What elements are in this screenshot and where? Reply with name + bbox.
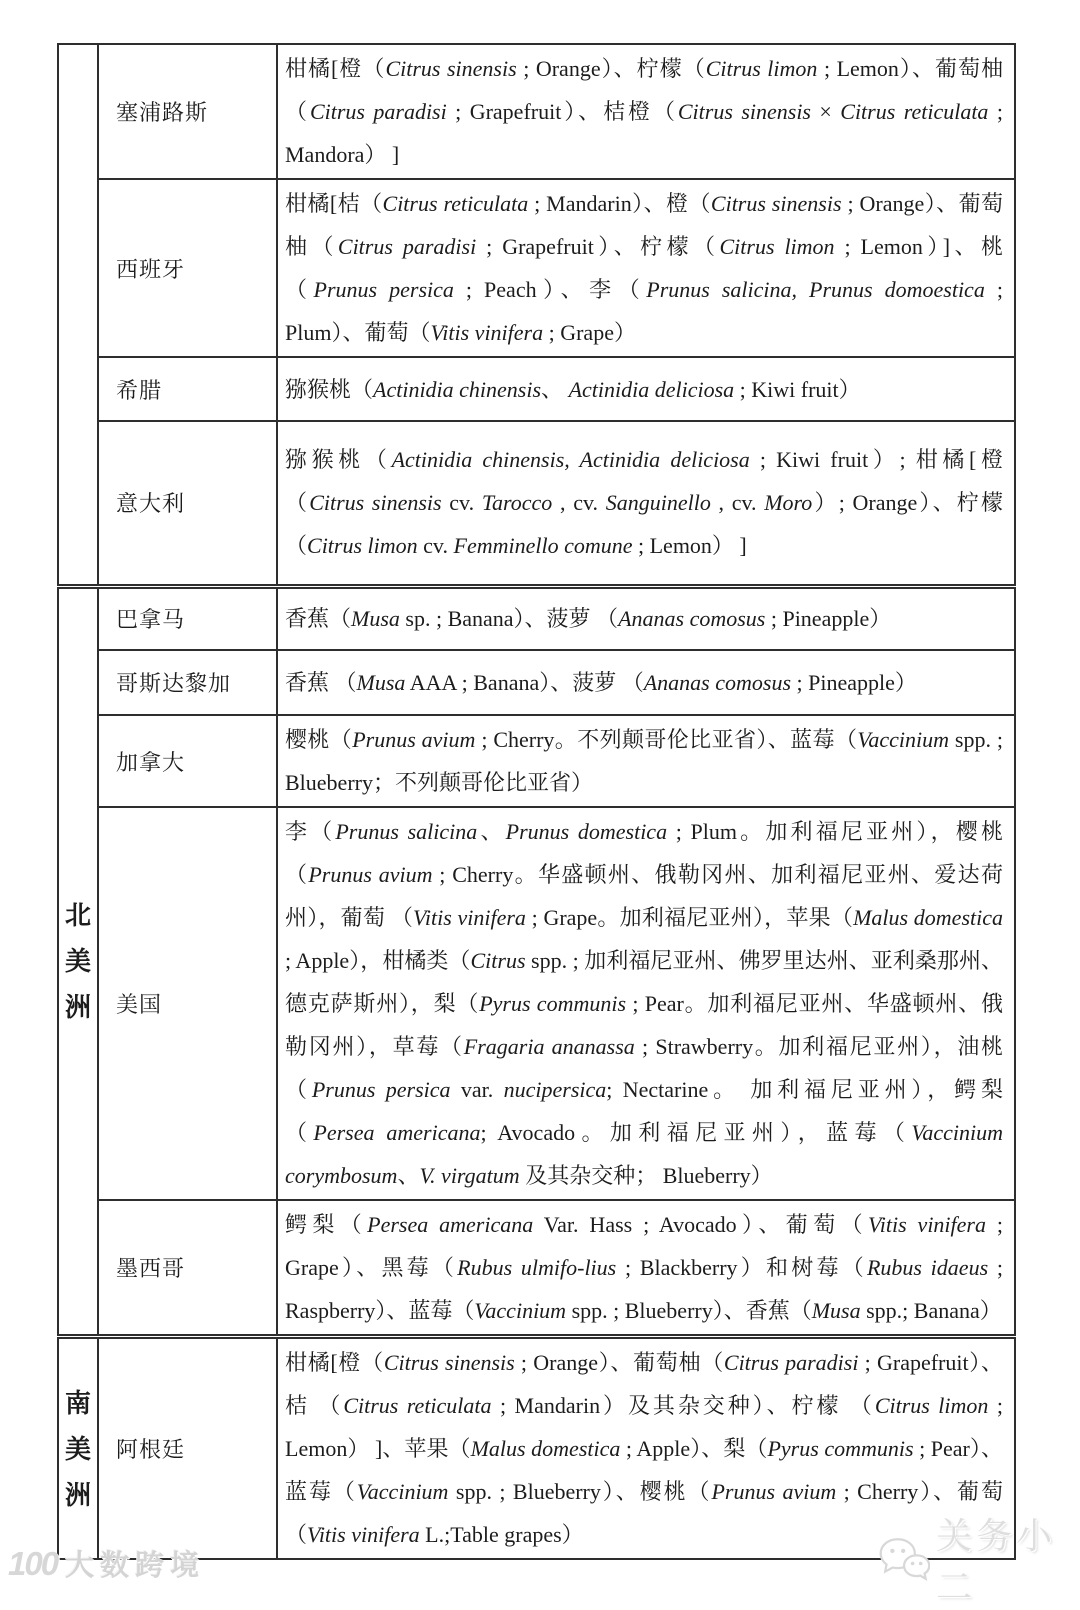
fruit-text: ; Grape）、黑莓（: [285, 1212, 1003, 1280]
latin-species-name: Prunus avium: [711, 1479, 837, 1504]
fruit-text: 柑橘[橙（: [285, 56, 386, 81]
latin-species-name: Citrus limon: [874, 1393, 989, 1418]
country-cell: 墨西哥: [98, 1200, 277, 1337]
fruit-list-cell: [277, 421, 1015, 586]
fruit-text: ; Pineapple）: [791, 670, 917, 695]
country-cell: 意大利: [98, 421, 277, 586]
region-char: 美: [64, 1433, 91, 1464]
latin-species-name: Vaccinium: [474, 1298, 567, 1323]
table-row: [58, 179, 1015, 357]
fruit-text: 李（: [285, 819, 336, 844]
fruit-list-cell: [277, 715, 1015, 807]
fruit-text: ; Pear。加利福尼亚州、华盛顿州、俄勒冈州），草莓（: [285, 991, 1003, 1059]
fruit-text: var.: [450, 1077, 504, 1102]
fruit-list-cell: [277, 357, 1015, 421]
fruit-text: 香蕉（: [285, 606, 352, 632]
fruit-text: L.;Table grapes）: [419, 1522, 584, 1547]
latin-species-name: Citrus sinensis: [385, 56, 517, 81]
fruit-text: ; Pear）、蓝莓（: [285, 1436, 1003, 1504]
table-row: [58, 44, 1015, 179]
fruit-text: ; Peach）、李（: [453, 277, 647, 302]
fruit-list-cell: [277, 1200, 1015, 1337]
fruit-list-cell: [277, 650, 1015, 715]
fruit-table-body: [58, 44, 1015, 1559]
latin-species-name: Citrus sinensis: [710, 191, 842, 216]
latin-species-name: Citrus reticulata: [840, 99, 989, 124]
latin-species-name: Ananas comosus: [618, 606, 766, 632]
latin-species-name: Moro: [764, 490, 813, 516]
fruit-text: spp.; Banana）: [860, 1298, 1002, 1323]
table-row: [58, 807, 1015, 1200]
fruit-text: spp. ; Blueberry）、香蕉（: [566, 1298, 812, 1323]
latin-species-name: Citrus paradisi: [309, 99, 447, 124]
fruit-text: , cv.: [710, 490, 765, 516]
fruit-text: ; Lemon） ]: [632, 533, 747, 559]
latin-species-name: Vaccinium: [857, 727, 950, 752]
latin-species-name: Vitis vinifera: [867, 1212, 986, 1237]
fruit-text: 香蕉 （: [285, 670, 357, 695]
fruit-text: ; Grapefruit）、桔 （: [285, 1350, 1004, 1418]
latin-species-name: Actinidia chinensis, Actinidia deliciosa: [391, 447, 750, 473]
fruit-text: ; Orange）、葡萄柚（: [285, 191, 1004, 259]
region-char: 洲: [64, 992, 91, 1023]
fruit-text: ; Mandarin）、橙（: [528, 191, 711, 216]
latin-species-name: V. virgatum: [419, 1163, 520, 1188]
fruit-list-cell: [277, 179, 1015, 357]
latin-species-name: Prunus persica: [311, 1077, 451, 1102]
latin-species-name: Prunus persica: [313, 277, 454, 302]
latin-species-name: Persea americana: [367, 1212, 534, 1237]
fruit-text: 及其杂交种； Blueberry）: [519, 1163, 773, 1188]
latin-species-name: Vitis vinifera: [430, 320, 544, 345]
fruit-text: 柑橘[橙（: [285, 1350, 384, 1375]
country-cell: 塞浦路斯: [98, 44, 277, 179]
fruit-text: ; Grape。加利福尼亚州），苹果（: [525, 905, 854, 930]
latin-species-name: Fragaria ananassa: [463, 1034, 635, 1059]
region-char: 洲: [64, 1479, 91, 1510]
fruit-text: ; Mandarin）及其杂交种）、柠檬 （: [491, 1393, 875, 1418]
latin-species-name: Citrus: [470, 948, 526, 973]
latin-species-name: Citrus sinensis: [677, 99, 811, 124]
region-cell: [58, 44, 98, 586]
fruit-list-cell: [277, 807, 1015, 1200]
fruit-text: spp. ; Blueberry）、樱桃（: [448, 1479, 712, 1504]
fruit-text: cv.: [441, 490, 482, 516]
latin-species-name: Actinidia chinensis: [373, 376, 542, 402]
fruit-text: ; Lemon） ]、苹果（: [285, 1393, 1003, 1461]
country-cell: 阿根廷: [98, 1337, 277, 1560]
table-row: [58, 1337, 1015, 1560]
latin-species-name: Rubus idaeus: [866, 1255, 989, 1280]
fruit-text: ; Blackberry）和树莓（: [616, 1255, 867, 1280]
fruit-text: sp. ; Banana）、菠萝 （: [399, 606, 619, 632]
fruit-text: 、: [477, 819, 506, 844]
fruit-text: 、: [541, 376, 569, 402]
fruit-text: 、: [397, 1163, 420, 1188]
region-char: 美: [64, 946, 91, 977]
fruit-text: 猕猴桃（: [285, 447, 392, 473]
country-cell: 美国: [98, 807, 277, 1200]
fruit-text: 鳄梨（: [285, 1212, 368, 1237]
fruit-text: 柑橘[桔（: [285, 191, 383, 216]
fruit-text: ; Plum）、葡萄（: [285, 277, 1003, 345]
fruit-text: ; Grapefruit）、桔橙（: [446, 99, 678, 124]
region-cell: [58, 1337, 98, 1560]
region-char: 北: [64, 900, 91, 931]
watermark-guanwu-xiaoer: [878, 1508, 1080, 1610]
fruit-table: [57, 43, 1016, 1560]
country-cell: 巴拿马: [98, 586, 277, 650]
dashu-watermark-text: 大数跨境: [65, 1550, 206, 1582]
latin-species-name: Citrus sinensis: [309, 490, 442, 516]
country-cell: 希腊: [98, 357, 277, 421]
latin-species-name: Vaccinium corymbosum: [285, 1120, 1003, 1188]
fruit-text: ; Pineapple）: [765, 606, 892, 632]
latin-species-name: Citrus limon: [307, 533, 418, 559]
fruit-text: , cv.: [552, 490, 606, 516]
latin-species-name: Citrus limon: [719, 234, 835, 259]
latin-species-name: Musa: [356, 670, 406, 695]
fruit-text: ; Raspberry）、蓝莓（: [285, 1255, 1003, 1323]
fruit-text: ; Grapefruit）、柠檬（: [476, 234, 720, 259]
table-row: [58, 1200, 1015, 1337]
region-char: 南: [64, 1387, 91, 1418]
latin-species-name: Sanguinello: [605, 490, 711, 516]
latin-species-name: Ananas comosus: [643, 670, 792, 695]
fruit-text: ; Cherry。不列颠哥伦比亚省）、蓝莓（: [475, 727, 858, 752]
fruit-text: ; Orange）、柠檬（: [516, 56, 706, 81]
table-row: [58, 421, 1015, 586]
country-cell: 加拿大: [98, 715, 277, 807]
latin-species-name: nucipersica: [503, 1077, 607, 1102]
fruit-text: 樱桃（: [285, 727, 353, 752]
fruit-text: ）; Orange）、柠檬（: [285, 490, 1003, 559]
fruit-text: spp. ; Blueberry；不列颠哥伦比亚省）: [285, 727, 1003, 795]
fruit-text: ; Lemon）]、桃（: [285, 234, 1003, 302]
country-cell: 西班牙: [98, 179, 277, 357]
fruit-text: Var. Hass ; Avocado）、葡萄（: [533, 1212, 868, 1237]
fruit-text: ; Lemon）、葡萄柚 （: [285, 56, 1004, 124]
latin-species-name: Femminello comune: [453, 533, 633, 559]
fruit-text: ; Orange）、葡萄柚（: [514, 1350, 724, 1375]
table-row: [58, 357, 1015, 421]
fruit-text: ; Avocado。加利福尼亚州），蓝莓（: [480, 1120, 912, 1145]
fruit-text: 猕猴桃（: [285, 376, 374, 402]
latin-species-name: Malus domestica: [853, 905, 1004, 930]
fruit-text: ; Apple）、梨（: [620, 1436, 768, 1461]
latin-species-name: Prunus avium: [308, 862, 433, 887]
watermark-dashu-kuajing: [8, 1543, 205, 1584]
latin-species-name: Actinidia deliciosa: [568, 376, 735, 402]
dashu-100-logo-icon: 100: [8, 1544, 58, 1582]
fruit-text: ; Apple），柑橘类（: [285, 948, 471, 973]
latin-species-name: Tarocco: [481, 490, 553, 516]
latin-species-name: Citrus paradisi: [337, 234, 477, 259]
latin-species-name: Prunus salicina, Prunus domoestica: [646, 277, 985, 302]
latin-species-name: Persea americana: [313, 1120, 481, 1145]
latin-species-name: Prunus avium: [352, 727, 476, 752]
latin-species-name: Pyrus communis: [767, 1436, 914, 1461]
fruit-text: ; Kiwi fruit）; 柑橘[橙（: [285, 447, 1003, 516]
fruit-text: AAA ; Banana）、菠萝 （: [405, 670, 644, 695]
fruit-list-cell: [277, 44, 1015, 179]
country-cell: 哥斯达黎加: [98, 650, 277, 715]
chat-bubbles-icon: [878, 1533, 930, 1585]
guanwu-watermark-text: 关务小二: [936, 1515, 1057, 1607]
fruit-text: ; Cherry。华盛顿州、俄勒冈州、加利福尼亚州、爱达荷州），葡萄 （: [285, 862, 1003, 930]
fruit-text: spp. ; 加利福尼亚州、佛罗里达州、亚利桑那州、德克萨斯州），梨（: [285, 948, 1003, 1016]
latin-species-name: Malus domestica: [470, 1436, 621, 1461]
latin-species-name: Rubus ulmifo-lius: [457, 1255, 617, 1280]
fruit-text: ×: [811, 99, 841, 124]
latin-species-name: Vitis vinifera: [307, 1522, 420, 1547]
latin-species-name: Citrus reticulata: [343, 1393, 492, 1418]
table-row: [58, 715, 1015, 807]
fruit-text: ; Cherry）、葡萄（: [285, 1479, 1003, 1547]
latin-species-name: Vitis vinifera: [413, 905, 526, 930]
latin-species-name: Prunus domestica: [505, 819, 668, 844]
fruit-text: ; Kiwi fruit）: [734, 376, 861, 402]
latin-species-name: Citrus paradisi: [723, 1350, 859, 1375]
table-row: [58, 650, 1015, 715]
fruit-text: ; Mandora） ]: [285, 99, 1003, 167]
table-row: [58, 586, 1015, 650]
latin-species-name: Citrus reticulata: [382, 191, 529, 216]
latin-species-name: Vaccinium: [356, 1479, 449, 1504]
fruit-list-cell: [277, 586, 1015, 650]
latin-species-name: Pyrus communis: [479, 991, 627, 1016]
fruit-text: cv.: [417, 533, 454, 559]
latin-species-name: Prunus salicina: [335, 819, 478, 844]
fruit-text: ; Strawberry。加利福尼亚州），油桃（: [285, 1034, 1004, 1102]
fruit-text: ; Grape）: [543, 320, 636, 345]
latin-species-name: Citrus limon: [705, 56, 818, 81]
latin-species-name: Musa: [351, 606, 400, 632]
fruit-text: ; Plum。加利福尼亚州），樱桃（: [285, 819, 1003, 887]
region-cell: [58, 586, 98, 1337]
fruit-text: ; Nectarine。 加利福尼亚州），鳄梨 （: [285, 1077, 1003, 1145]
latin-species-name: Musa: [811, 1298, 861, 1323]
latin-species-name: Citrus sinensis: [383, 1350, 515, 1375]
